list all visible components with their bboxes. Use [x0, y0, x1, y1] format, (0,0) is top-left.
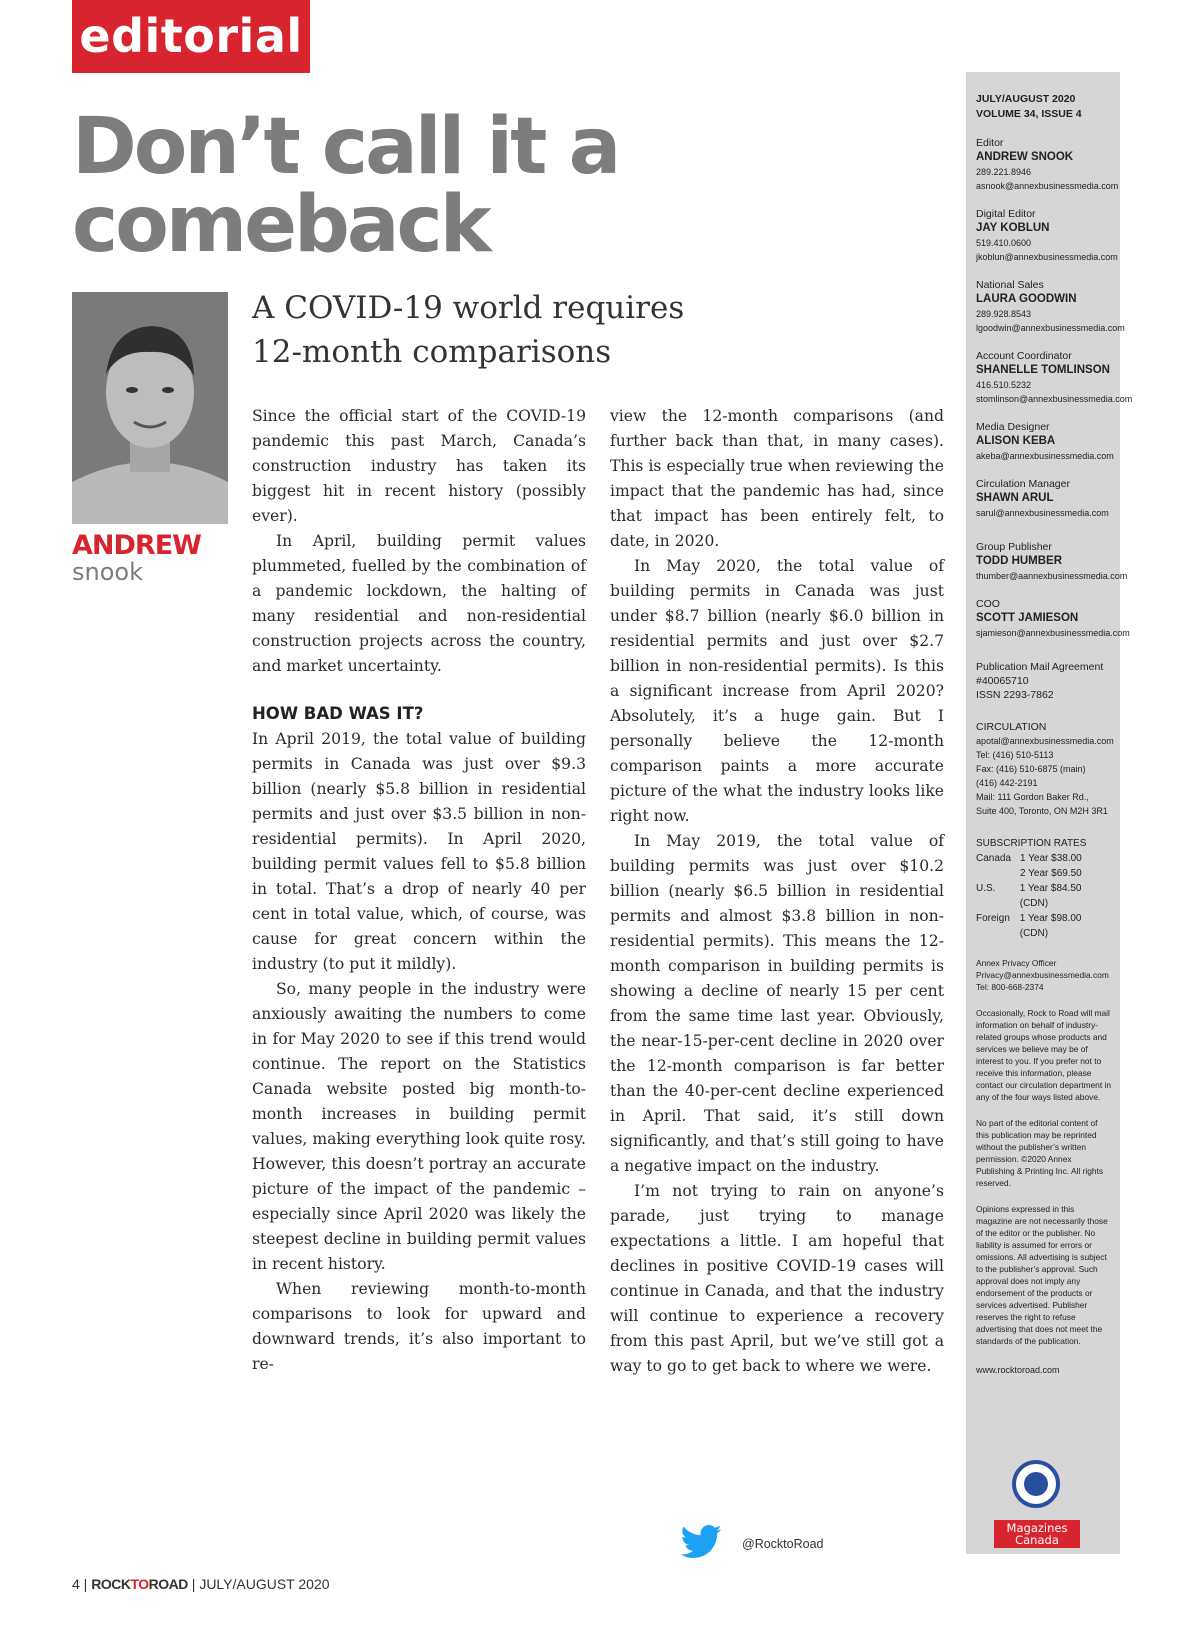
staff-name: SHAWN ARUL — [976, 492, 1054, 504]
staff-phone: 519.410.0600 — [976, 238, 1032, 248]
circulation-email[interactable]: apotal@annexbusinessmedia.com — [976, 736, 1114, 746]
paragraph: In May 2020, the total value of building permits in Canada was just under $8.7 billion (nearly $6.0 billion in residential permits and just over $2.7 billion in non-residential permits). Is this a significant increase from April 2020? Absolutely, it’s a huge gain. But I personally believe the 12-month comparison paints a more accurate picture of the what the industry looks like right now. — [610, 557, 944, 825]
rate-value: 1 Year $98.00 (CDN) — [1019, 913, 1082, 939]
staff-email[interactable]: jkoblun@annexbusinessmedia.com — [976, 252, 1118, 262]
staff-email[interactable]: sjamieson@annexbusinessmedia.com — [976, 628, 1130, 638]
staff-name: SCOTT JAMIESON — [976, 612, 1079, 624]
staff-entry — [976, 420, 1112, 463]
subscription-rates — [976, 836, 1112, 941]
staff-entry — [976, 477, 1112, 520]
staff-phone: 289.221.8946 — [976, 167, 1032, 177]
twitter-handle[interactable]: @RocktoRoad — [742, 1537, 824, 1551]
paragraph: When reviewing month-to-month comparisons to look for upward and downward trends, it’s also important to re- — [252, 1280, 586, 1373]
subheadline-line-1: A COVID-19 world requires — [252, 290, 685, 326]
staff-entry — [976, 597, 1130, 640]
circulation-mail: Mail: 111 Gordon Baker Rd., — [976, 792, 1089, 802]
paragraph: In April 2019, the total value of building permits in Canada was just over $9.3 billion (nearly $5.8 billion in residential permits and just over $3.5 billion in non-residential permits). In April 2020, building permit values fell to $5.8 billion in total. That’s a drop of nearly 40 per cent in total value, which, of course, was cause for great concern within the industry (to put it mildly). — [252, 730, 586, 973]
staff-name: ALISON KEBA — [976, 435, 1056, 447]
author-photo — [72, 292, 228, 524]
masthead-volume: VOLUME 34, ISSUE 4 — [976, 108, 1082, 120]
staff-name: JAY KOBLUN — [976, 222, 1050, 234]
opinions-notice: Opinions expressed in this magazine are not necessarily those of the editor or the publisher. No liability is assumed for errors or omissions. All advertising is subject to the publisher’s approval. Such approval does not imply any endorsement of the products or services advertised. Publisher reserves the right to refuse advertising that does not meet the standards of the publication. — [976, 1204, 1108, 1346]
staff-role: Circulation Manager — [976, 478, 1070, 490]
magazines-canada-logo — [994, 1520, 1080, 1548]
staff-phone: 416.510.5232 — [976, 380, 1032, 390]
footer-issue-date: JULY/AUGUST 2020 — [199, 1576, 330, 1592]
magazines-canada-line-1: Magazines — [1006, 1521, 1068, 1535]
headline-line-2: comeback — [72, 180, 489, 270]
mailing-notice: Occasionally, Rock to Road will mail information on behalf of industry-related groups whose products and services we believe may be of interest to you. If you prefer not to receive this information, please contact our circulation department in any of the four ways listed above. — [976, 1008, 1112, 1102]
paragraph: In May 2019, the total value of building permits was just over $10.2 billion (nearly $6.5 billion in residential permits and almost $3.8 billion in non-residential permits). This means the 12-month comparison in building permits is showing a decline of nearly 15 per cent from the same time last year. Obviously, the near-15-per-cent decline in 2020 over the 12-month comparison is far better than the 40-per-cent decline experienced in April. That said, it’s still down significantly, and that’s still going to have a negative impact on the industry. — [610, 832, 944, 1175]
privacy-block — [976, 957, 1112, 993]
staff-email[interactable]: stomlinson@annexbusinessmedia.com — [976, 394, 1133, 404]
rate-row — [976, 866, 1112, 881]
circulation-fax-2: (416) 442-2191 — [976, 778, 1038, 788]
staff-email[interactable]: thumber@aannexbusinessmedia.com — [976, 571, 1128, 581]
rate-region — [976, 866, 1020, 881]
staff-name: ANDREW SNOOK — [976, 151, 1074, 163]
headline — [72, 102, 932, 270]
staff-name: SHANELLE TOMLINSON — [976, 364, 1110, 376]
staff-role: Editor — [976, 137, 1004, 149]
staff-role: Media Designer — [976, 421, 1050, 433]
staff-name: TODD HUMBER — [976, 555, 1063, 567]
author-first-name: ANDREW — [72, 530, 201, 561]
brand-to: TO — [130, 1576, 149, 1592]
subheadline-line-2: 12-month comparisons — [252, 334, 612, 370]
publication-mail-number: #40065710 — [976, 675, 1029, 687]
rate-region: U.S. — [976, 883, 996, 894]
paragraph: In April, building permit values plummeted, fuelled by the combination of a pandemic lockdown, the halting of many residential and non-residential construction projects across the country, and market uncertainty. — [252, 532, 586, 675]
brand-road: ROAD — [148, 1576, 188, 1592]
article-column-2 — [610, 404, 944, 1379]
masthead-issue-date: JULY/AUGUST 2020 — [976, 93, 1076, 105]
paragraph: So, many people in the industry were anxiously awaiting the numbers to come in for May 2020 to see if this trend would continue. The report on the Statistics Canada website posted big month-to-month increases in building permit values, making everything look quite rosy. However, this doesn’t portray an accurate picture of the impact of the pandemic – especially since April 2020 was likely the steepest decline in building permit values in recent history. — [252, 980, 586, 1273]
rate-value: 2 Year $69.50 — [1020, 868, 1082, 879]
privacy-title: Annex Privacy Officer — [976, 958, 1057, 968]
paragraph: view the 12-month comparisons (and further back than that, in many cases). This is especially true when reviewing the impact that the pandemic has had, since that impact has been entirely felt, to date, in 2020. — [610, 407, 944, 550]
staff-entry — [976, 349, 1133, 406]
circulation-fax: Fax: (416) 510-6875 (main) — [976, 764, 1086, 774]
copyright-notice: No part of the editorial content of this publication may be reprinted without the publisher’s written permission. ©2020 Annex Publishing & Printing Inc. All rights reserved. — [976, 1118, 1104, 1188]
circulation-tel: Tel: (416) 510-5113 — [976, 750, 1054, 760]
rate-region: Foreign — [976, 913, 1010, 924]
headline-line-1: Don’t call it a — [72, 102, 619, 192]
rate-region: Canada — [976, 853, 1012, 864]
magazines-canada-line-2: Canada — [1015, 1533, 1059, 1547]
issn: ISSN 2293-7862 — [976, 689, 1054, 701]
staff-email[interactable]: lgoodwin@annexbusinessmedia.com — [976, 323, 1125, 333]
author-photo-illustration — [72, 292, 228, 524]
rate-row — [976, 911, 1112, 941]
author-last-name: snook — [72, 558, 143, 586]
staff-role: Account Coordinator — [976, 350, 1072, 362]
twitter-icon[interactable] — [680, 1525, 722, 1559]
rate-row — [976, 851, 1112, 866]
circulation-heading: CIRCULATION — [976, 721, 1047, 733]
section-heading: HOW BAD WAS IT? — [252, 704, 424, 723]
staff-entry — [976, 540, 1128, 583]
rates-heading: SUBSCRIPTION RATES — [976, 838, 1087, 849]
staff-role: Digital Editor — [976, 208, 1036, 220]
staff-name: LAURA GOODWIN — [976, 293, 1077, 305]
page-footer: 4 | ROCKTOROAD | JULY/AUGUST 2020 — [72, 1576, 330, 1592]
staff-entry — [976, 278, 1125, 335]
publication-mail-block — [976, 660, 1112, 702]
staff-email[interactable]: akeba@annexbusinessmedia.com — [976, 451, 1114, 461]
masthead-sidebar — [966, 72, 1133, 1554]
subheadline — [252, 286, 712, 374]
magazine-brand — [91, 1576, 188, 1592]
staff-entry — [976, 136, 1119, 193]
certification-seal-icon — [1012, 1460, 1060, 1508]
staff-email[interactable]: sarul@annexbusinessmedia.com — [976, 508, 1109, 518]
article-column-1 — [252, 404, 586, 1377]
staff-phone: 289.928.8543 — [976, 309, 1032, 319]
website-link[interactable]: www.rocktoroad.com — [976, 1365, 1060, 1375]
page-number: 4 — [72, 1576, 80, 1592]
rate-row — [976, 881, 1112, 911]
staff-role: Group Publisher — [976, 541, 1052, 553]
rate-value: 1 Year $38.00 — [1020, 853, 1082, 864]
staff-email[interactable]: asnook@annexbusinessmedia.com — [976, 181, 1119, 191]
staff-entry — [976, 207, 1118, 264]
section-tag: editorial — [72, 0, 310, 73]
staff-role: National Sales — [976, 279, 1044, 291]
paragraph: Since the official start of the COVID-19 pandemic this past March, Canada’s construction industry has taken its biggest hit in recent history (possibly ever). — [252, 407, 586, 525]
staff-role: COO — [976, 598, 1000, 610]
privacy-tel: Tel: 800-668-2374 — [976, 982, 1044, 992]
paragraph: I’m not trying to rain on anyone’s parade, just trying to manage expectations a little. I am hopeful that declines in positive COVID-19 cases will continue in Canada, and that the industry will continue to experience a recovery from this past April, but we’ve still got a way to go to get back to where we were. — [610, 1182, 944, 1375]
circulation-mail-2: Suite 400, Toronto, ON M2H 3R1 — [976, 806, 1108, 816]
circulation-block — [976, 720, 1112, 818]
rate-value: 1 Year $84.50 (CDN) — [1019, 883, 1082, 909]
privacy-email[interactable]: Privacy@annexbusinessmedia.com — [976, 970, 1109, 980]
publication-mail-label: Publication Mail Agreement — [976, 661, 1104, 673]
brand-rock: ROCK — [91, 1576, 131, 1592]
